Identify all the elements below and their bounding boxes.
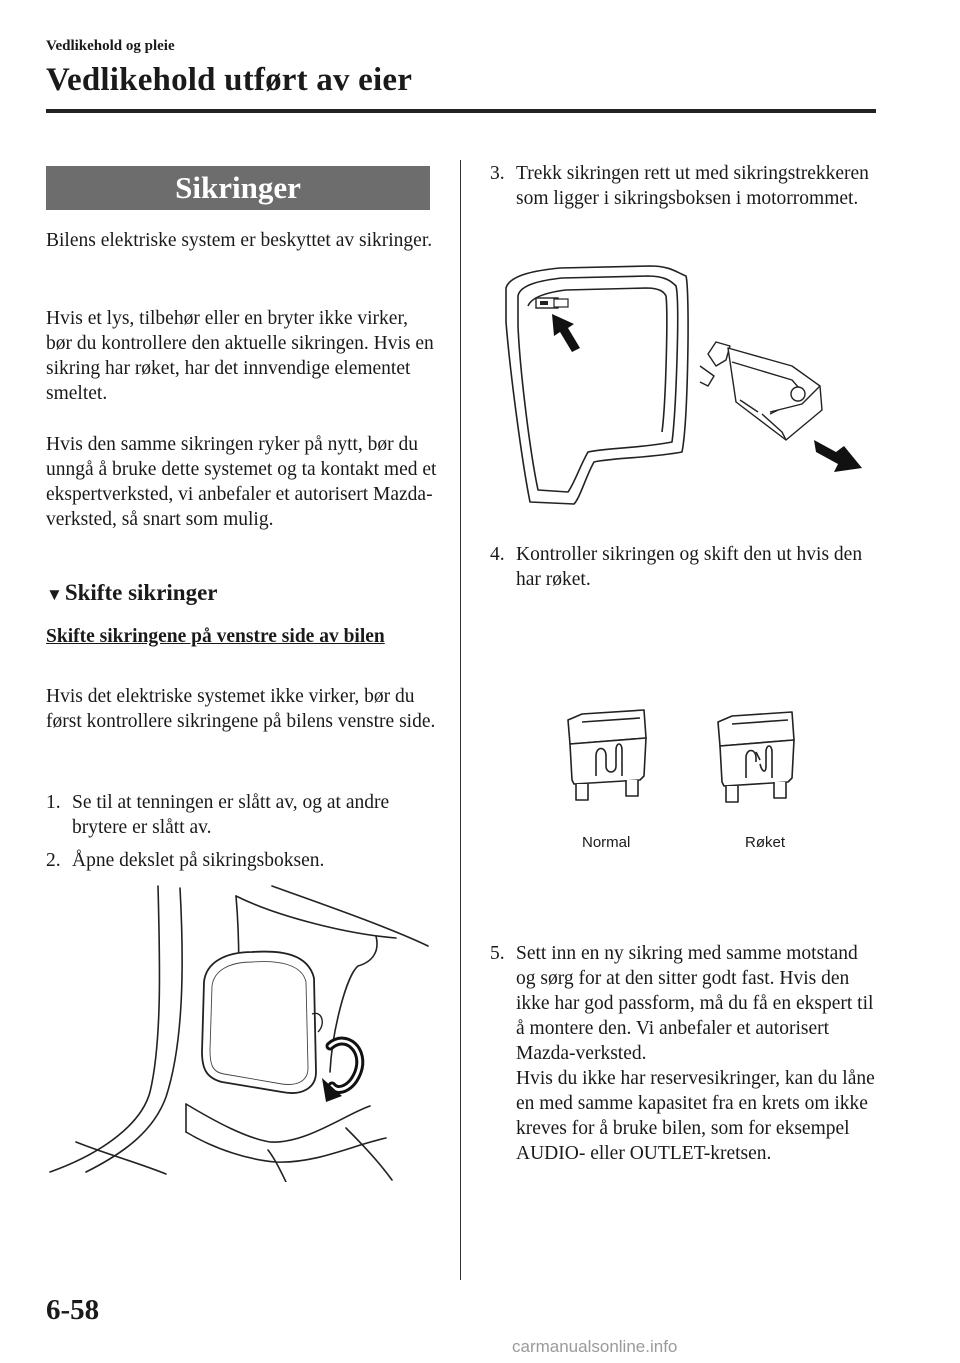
fuse-puller-illustration [500, 262, 870, 514]
fuse-puller-in-box [536, 298, 568, 308]
paragraph-left-side: Hvis det elektriske systemet ikke virker, bør du først kontrollere sikringene på bilens venstre side. [46, 686, 436, 732]
triangle-marker-icon: ▼ [46, 585, 63, 604]
pointer-arrow-icon [552, 314, 580, 352]
fuse-blown-drawing [718, 712, 794, 802]
fuse-box-cover-illustration [46, 882, 436, 1182]
section-banner: Sikringer [46, 166, 430, 210]
page-title: Vedlikehold utført av eier [46, 62, 413, 98]
step-number: 2. [46, 850, 61, 871]
step-number: 1. [46, 792, 61, 813]
step-text: Se til at tenningen er slått av, og at andre brytere er slått av. [72, 792, 390, 838]
step-5 [490, 941, 880, 1166]
fuse-label-blown: Røket [745, 834, 786, 851]
underlined-heading: Skifte sikringene på venstre side av bilen [46, 626, 385, 647]
fuse-cover-panel [202, 952, 316, 1093]
page-number: 6-58 [46, 1294, 100, 1326]
paragraph-repeat-blow: Hvis den samme sikringen ryker på nytt, bør du unngå å bruke dette systemet og ta kontakt med et ekspertverksted, vi anbefaler et autorisert Mazda-verksted, så snart som mulig. [46, 434, 437, 530]
step-number: 4. [490, 544, 505, 565]
step-text: Sett inn en ny sikring med samme motstand og sørg for at den sitter godt fast. Hvis den ikke har god passform, må du få en ekspert til å montere den. Vi anbefaler et autorisert Mazda-verksted. Hvis du ikke har reservesikringer, kan du låne en med samme kapasitet fra en krets om ikke kreves for å bruke bilen, som for eksempel AUDIO- eller OUTLET-kretsen. [516, 943, 875, 1164]
step-number: 3. [490, 163, 505, 184]
fuse-normal-drawing [568, 710, 646, 800]
title-rule [46, 109, 876, 113]
pull-direction-arrow-icon [814, 440, 862, 472]
step-4 [490, 542, 880, 592]
watermark-text: carmanualsonline.info [512, 1337, 678, 1356]
step-3 [490, 161, 880, 211]
subheading [46, 580, 218, 606]
step-number: 5. [490, 943, 505, 964]
paragraph-check-fuse: Hvis et lys, tilbehør eller en bryter ikke virker, bør du kontrollere den aktuelle sikringen. Hvis en sikring har røket, har det innvendige elementet smeltet. [46, 308, 434, 404]
step-2 [46, 848, 438, 873]
running-header-section: Vedlikehold og pleie [46, 38, 175, 54]
fuse-comparison-illustration [560, 700, 820, 810]
fuse-puller-closeup [700, 342, 822, 440]
open-direction-arrow-icon [322, 1041, 360, 1102]
fuse-label-normal: Normal [582, 834, 631, 851]
step-text: Åpne dekslet på sikringsboksen. [72, 850, 325, 871]
column-divider [460, 160, 461, 1280]
step-1 [46, 790, 438, 840]
subheading-text: Skifte sikringer [64, 580, 218, 605]
paragraph-intro: Bilens elektriske system er beskyttet av sikringer. [46, 230, 433, 251]
step-text: Trekk sikringen rett ut med sikringstrekkeren som ligger i sikringsboksen i motorrommet. [516, 163, 869, 209]
step-text: Kontroller sikringen og skift den ut hvis den har røket. [516, 544, 863, 590]
